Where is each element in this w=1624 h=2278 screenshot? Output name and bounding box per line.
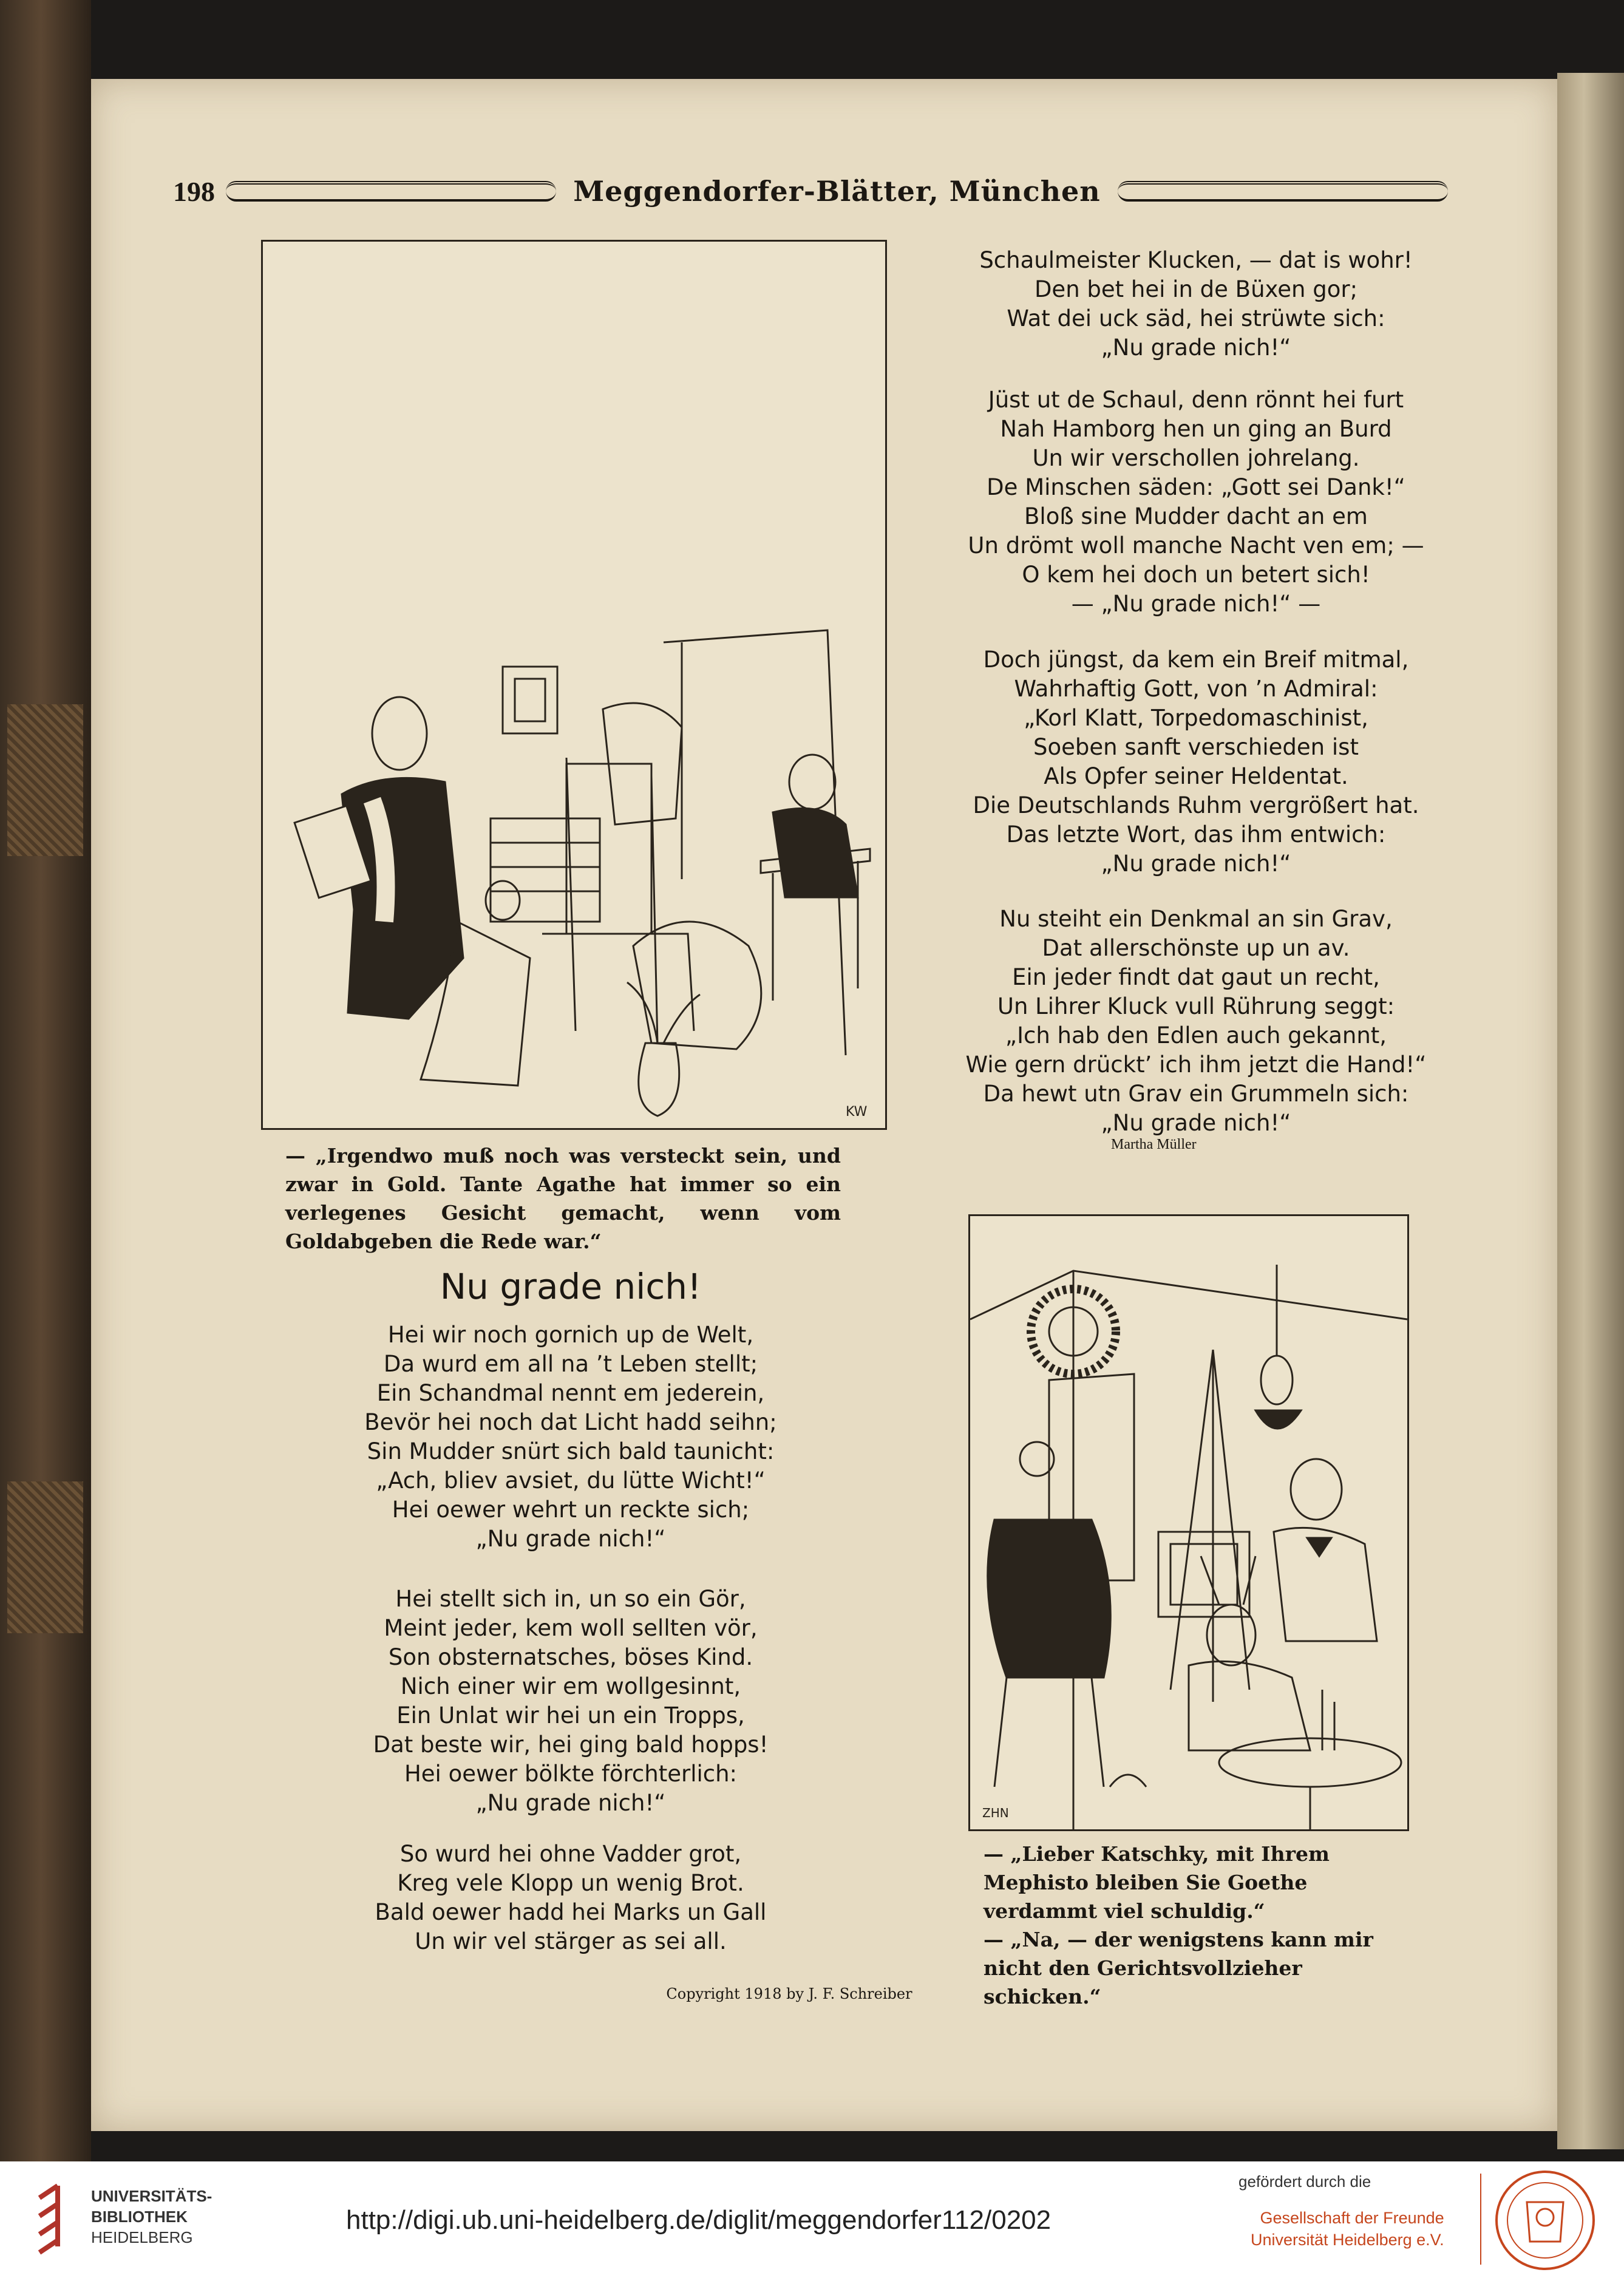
- poem-line: Hei wir noch gornich up de Welt,: [387, 1322, 754, 1348]
- magazine-title: Meggendorfer-Blätter, München: [573, 175, 1101, 208]
- poem-line: „Ich hab den Edlen auch gekannt,: [1005, 1022, 1387, 1049]
- poem-line: Doch jüngst, da kem ein Breif mitmal,: [983, 647, 1409, 673]
- poem-line: Ein Schandmal nennt em jederein,: [376, 1380, 765, 1406]
- header-ornament-left: [226, 181, 556, 202]
- poem-line: Ein Unlat wir hei un ein Tropps,: [396, 1702, 745, 1729]
- poem-line: Un drömt woll manche Nacht ven em; —: [968, 532, 1424, 559]
- poem-line: Bevör hei noch dat Licht hadd seihn;: [364, 1409, 777, 1435]
- poem-line: Un wir verschollen johrelang.: [1032, 445, 1360, 471]
- poem-line: Meint jeder, kem woll sellten vör,: [384, 1615, 758, 1641]
- poem-line: Das letzte Wort, das ihm entwich:: [1006, 821, 1386, 848]
- illustration-treasure-hunt: [261, 240, 887, 1130]
- poem-line: „Nu grade nich!“: [1101, 335, 1291, 361]
- library-name: [91, 2186, 212, 2248]
- funding-label: gefördert durch die: [1238, 2172, 1371, 2191]
- poem-line: O kem hei doch un betert sich!: [1022, 562, 1370, 588]
- poem-line: Kreg vele Klopp un wenig Brot.: [397, 1870, 744, 1896]
- library-name-line: HEIDELBERG: [91, 2228, 193, 2246]
- poem-stanza-left-2: [267, 1585, 874, 1818]
- artist-signature: KW: [846, 1104, 868, 1120]
- poem-line: „Korl Klatt, Torpedomaschinist,: [1024, 705, 1368, 731]
- poem-line: Bald oewer hadd hei Marks un Gall: [375, 1899, 767, 1925]
- binding-tape: [7, 1481, 83, 1633]
- poem-line: „Nu grade nich!“: [475, 1526, 666, 1552]
- poem-line: Sin Mudder snürt sich bald taunicht:: [367, 1438, 775, 1464]
- poem-line: Bloß sine Mudder dacht an em: [1024, 503, 1368, 529]
- artist-signature: ZHN: [982, 1806, 1009, 1820]
- poem-line: Son obsternatsches, böses Kind.: [388, 1644, 753, 1670]
- poem-stanza-right-2: [911, 386, 1481, 619]
- poem-title: Nu grade nich!: [440, 1266, 702, 1307]
- poem-line: „Ach, bliev avsiet, du lütte Wicht!“: [376, 1467, 766, 1494]
- poem-line: Un wir vel stärger as sei all.: [415, 1928, 727, 1954]
- society-name: [1251, 2207, 1444, 2251]
- library-name-line: UNIVERSITÄTS-: [91, 2187, 212, 2205]
- footer-bar: [0, 2161, 1624, 2278]
- poem-line: Dat allerschönste up un av.: [1042, 935, 1350, 961]
- poem-line: Da wurd em all na ’t Leben stellt;: [383, 1351, 758, 1377]
- copyright-line: Copyright 1918 by J. F. Schreiber: [666, 1985, 912, 2002]
- header-ornament-right: [1118, 181, 1448, 202]
- page-number: 198: [173, 175, 215, 207]
- poem-stanza-left-1: [267, 1321, 874, 1554]
- poem-line: — „Nu grade nich!“ —: [1071, 591, 1321, 617]
- poem-line: Die Deutschlands Ruhm vergrößert hat.: [973, 792, 1419, 818]
- footer-divider: [1480, 2174, 1481, 2265]
- poem-line: Schaulmeister Klucken, — dat is wohr!: [979, 247, 1413, 273]
- source-url-link[interactable]: http://digi.ub.uni-heidelberg.de/diglit/meggendorfer112/0202: [346, 2205, 1052, 2235]
- poem-line: Ein jeder findt dat gaut un recht,: [1012, 964, 1380, 990]
- binding-tape: [7, 704, 83, 856]
- poem-line: Nu steiht ein Denkmal an sin Grav,: [999, 906, 1393, 932]
- poem-stanza-right-1: [911, 246, 1481, 362]
- library-name-line: BIBLIOTHEK: [91, 2208, 188, 2226]
- poem-line: „Nu grade nich!“: [1101, 851, 1291, 877]
- poem-line: So wurd hei ohne Vadder grot,: [399, 1841, 742, 1867]
- society-name-line: Gesellschaft der Freunde: [1260, 2209, 1444, 2227]
- poem-line: De Minschen säden: „Gott sei Dank!“: [987, 474, 1405, 500]
- poem-stanza-left-3: [267, 1840, 874, 1956]
- poem-line: Wahrhaftig Gott, von ’n Admiral:: [1014, 676, 1378, 702]
- illustration-mephisto-actor: [968, 1214, 1409, 1831]
- poem-author: Martha Müller: [1111, 1137, 1197, 1152]
- poem-line: Hei oewer wehrt un reckte sich;: [392, 1497, 750, 1523]
- caption-top: — „Irgendwo muß noch was versteckt sein, und zwar in Gold. Tante Agathe hat immer so ein verlegenes Gesicht gemacht, wenn vom Goldabgeben die Rede war.“: [285, 1144, 841, 1253]
- poem-line: Hei oewer bölkte förchterlich:: [404, 1761, 738, 1787]
- poem-line: Als Opfer seiner Heldentat.: [1044, 763, 1348, 789]
- sketch-drawing: [970, 1216, 1407, 1829]
- poem-line: Den bet hei in de Büxen gor;: [1034, 276, 1358, 302]
- poem-stanza-right-4: [911, 905, 1481, 1138]
- poem-line: „Nu grade nich!“: [475, 1790, 666, 1816]
- society-name-line: Universität Heidelberg e.V.: [1251, 2231, 1444, 2249]
- poem-line: Jüst ut de Schaul, denn rönnt hei furt: [988, 387, 1404, 413]
- poem-line: Soeben sanft verschieden ist: [1033, 734, 1359, 760]
- poem-line: Nich einer wir em wollgesinnt,: [400, 1673, 741, 1699]
- poem-line: Hei stellt sich in, un so ein Gör,: [395, 1586, 746, 1612]
- poem-line: Da hewt utn Grav ein Grummeln sich:: [983, 1081, 1409, 1107]
- poem-stanza-right-3: [911, 645, 1481, 879]
- poem-line: Wat dei uck säd, hei strüwte sich:: [1007, 305, 1385, 332]
- university-seal-icon: [1493, 2169, 1597, 2272]
- page-header: [173, 173, 1448, 209]
- poem-line: Un Lihrer Kluck vull Rührung seggt:: [997, 993, 1395, 1019]
- library-logo-icon: [33, 2180, 76, 2259]
- poem-line: Dat beste wir, hei ging bald hopps!: [373, 1732, 769, 1758]
- page-edge: [1557, 73, 1624, 2149]
- caption-bottom: — „Lieber Katschky, mit Ihrem Mephisto bleiben Sie Goethe verdammt viel schuldig.“ — „Na, — der wenigstens kann mir nicht den Gerichtsvollzieher schicken.“: [984, 1842, 1373, 2008]
- book-binding: [0, 0, 91, 2161]
- poem-line: Wie gern drückt’ ich ihm jetzt die Hand!“: [965, 1052, 1427, 1078]
- poem-line: „Nu grade nich!“: [1101, 1110, 1291, 1136]
- sketch-drawing: [263, 242, 885, 1128]
- poem-line: Nah Hamborg hen un ging an Burd: [1000, 416, 1392, 442]
